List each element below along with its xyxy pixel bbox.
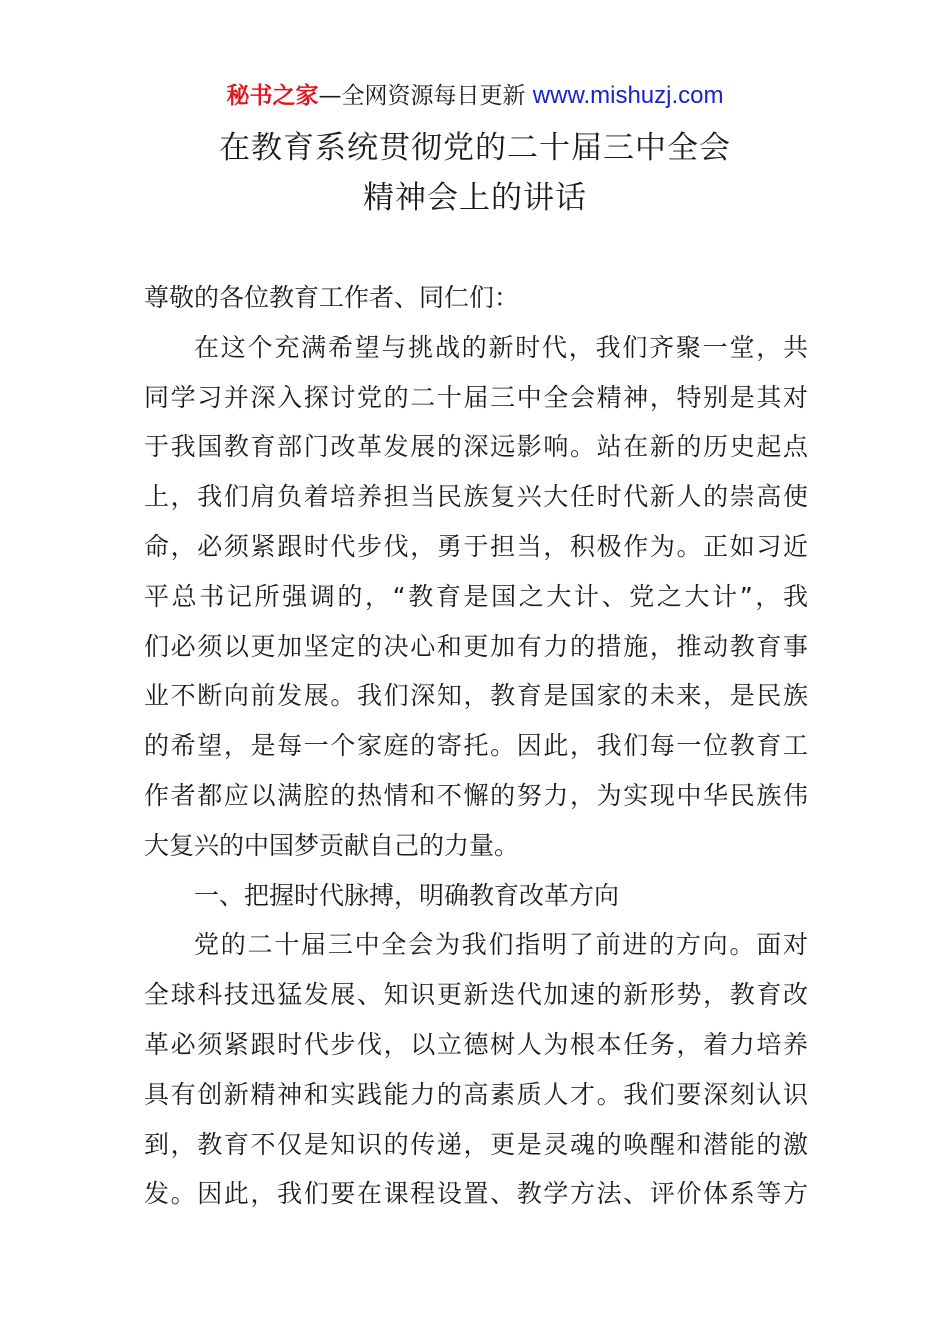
section-heading: 一、把握时代脉搏，明确教育改革方向 [194,880,620,910]
document-title-line-2: 精神会上的讲话 [363,180,587,216]
paragraph-line: 具有创新精神和实践能力的高素质人才。我们要深刻认识 [144,1079,808,1109]
document-body [144,278,808,1224]
paragraph-line: 业不断向前发展。我们深知，教育是国家的未来，是民族 [144,681,808,711]
paragraph-line: 党的二十届三中全会为我们指明了前进的方向。面对 [194,930,808,960]
paragraph-line: 全球科技迅猛发展、知识更新迭代加速的新形势，教育改 [144,980,808,1010]
paragraph-line: 大复兴的中国梦贡献自己的力量。 [144,830,520,860]
paragraph-line: 们必须以更加坚定的决心和更加有力的措施，推动教育事 [144,631,808,661]
header-tagline: —全网资源每日更新 [318,83,533,109]
paragraph-line: 的希望，是每一个家庭的寄托。因此，我们每一位教育工 [144,731,808,761]
paragraph-line: 到，教育不仅是知识的传递，更是灵魂的唤醒和潜能的激 [144,1129,808,1159]
site-url-link[interactable]: www.mishuzj.com [532,82,724,109]
paragraph-line: 于我国教育部门改革发展的深远影响。站在新的历史起点 [144,432,808,462]
paragraph-line: 在这个充满希望与挑战的新时代，我们齐聚一堂，共 [194,332,808,362]
paragraph-line: 平总书记所强调的，“教育是国之大计、党之大计”，我 [144,581,808,611]
paragraph-line: 上，我们肩负着培养担当民族复兴大任时代新人的崇高使 [144,482,808,512]
paragraph-line: 同学习并深入探讨党的二十届三中全会精神，特别是其对 [144,382,808,412]
paragraph-line: 作者都应以满腔的热情和不懈的努力，为实现中华民族伟 [144,780,808,810]
site-header [0,80,950,112]
paragraph-line: 命，必须紧跟时代步伐，勇于担当，积极作为。正如习近 [144,531,808,561]
salutation: 尊敬的各位教育工作者、同仁们： [144,283,520,312]
paragraph-line: 发。因此，我们要在课程设置、教学方法、评价体系等方 [144,1179,808,1209]
brand-name: 秘书之家 [226,83,319,109]
paragraph-line: 革必须紧跟时代步伐，以立德树人为根本任务，着力培养 [144,1029,808,1059]
document-title-line-1: 在教育系统贯彻党的二十届三中全会 [219,130,731,166]
